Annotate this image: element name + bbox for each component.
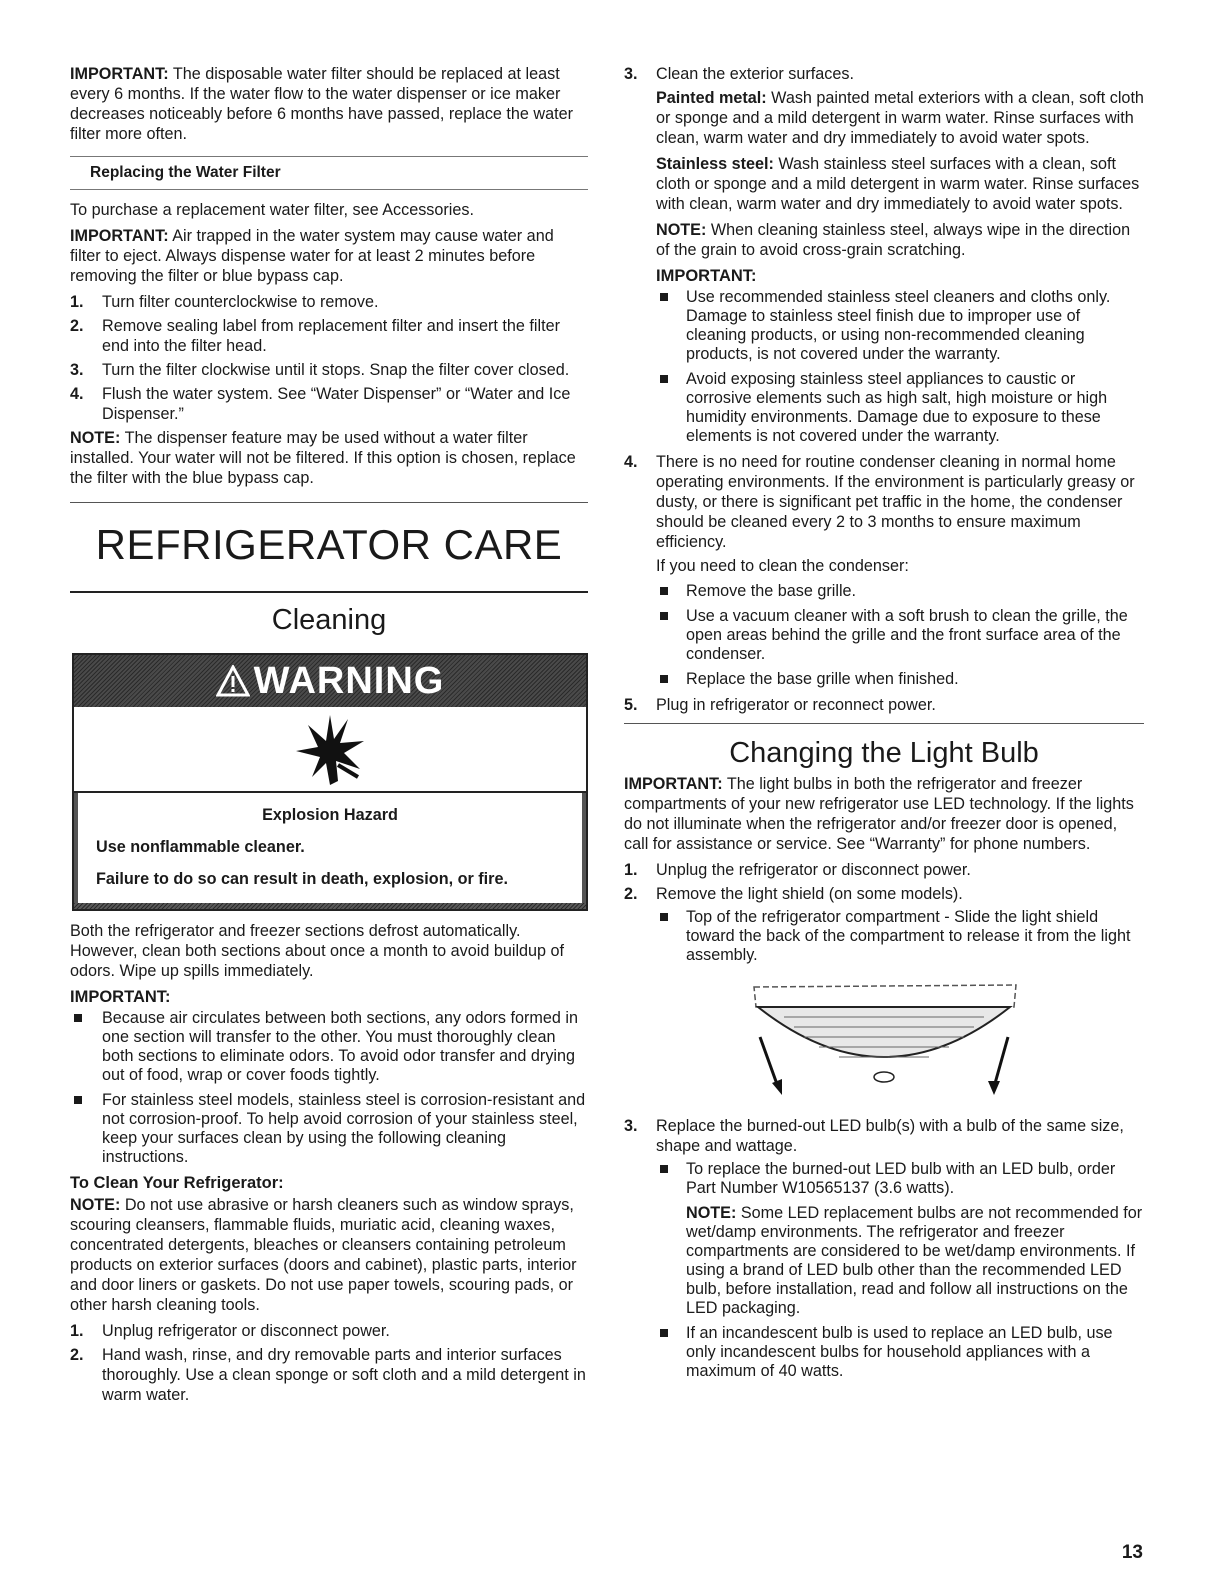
shield-details xyxy=(656,908,1144,965)
clean-step-5 xyxy=(624,695,1144,715)
to-clean-heading: To Clean Your Refrigerator: xyxy=(70,1174,284,1192)
defrost-paragraph: Both the refrigerator and freezer sections defrost automatically. However, clean both sections about once a month to avoid buildup of odors. Wipe up spills immediately. xyxy=(70,922,565,980)
list-item: 2. Hand wash, rinse, and dry removable parts and interior surfaces thoroughly. Use a clean sponge or soft cloth and a mild detergent in warm water. xyxy=(70,1346,586,1404)
warning-header: WARNING xyxy=(74,655,586,707)
important-heading: IMPORTANT: xyxy=(70,988,171,1006)
purchase-paragraph: To purchase a replacement water filter, see Accessories. xyxy=(70,201,474,219)
warning-footer-band xyxy=(74,903,586,909)
important-heading: IMPORTANT: xyxy=(656,267,757,285)
divider xyxy=(70,502,588,503)
stainless-bullets xyxy=(656,288,1144,446)
light-shield-icon xyxy=(744,977,1024,1097)
cleaning-title: Cleaning xyxy=(271,604,387,636)
list-item: Use recommended stainless steel cleaners and cloths only. Damage to stainless steel finish due to improper use of cleaning products, or using non-recommended cleaning products, is not covered under the warranty. xyxy=(656,288,1144,364)
replacing-filter-heading: Replacing the Water Filter xyxy=(70,156,588,190)
warning-line: Failure to do so can result in death, explosion, or fire. xyxy=(96,870,508,888)
clean-note-paragraph: NOTE: Do not use abrasive or harsh cleaners such as window sprays, scouring cleansers, flammable fluids, muriatic acid, cleaning waxes, concentrated detergents, bleaches or cleansers containing petroleum products on exterior surfaces (doors and cabinet), plastic parts, interior and door liners or gaskets. Do not use paper towels, scouring pads, or other harsh cleaning tools. xyxy=(70,1196,577,1314)
list-item: 5. Plug in refrigerator or reconnect power. xyxy=(624,696,936,714)
shield-bullets xyxy=(656,908,1144,965)
list-item: Avoid exposing stainless steel appliances to caustic or corrosive elements such as high salt, high moisture or high humidity environments. Damage due to exposure to these elements is not covered under the warranty. xyxy=(656,370,1144,446)
stainless-steel-paragraph: Stainless steel: Wash stainless steel surfaces with a clean, soft cloth or sponge and a mild detergent in warm water. Rinse surfaces with clean, warm water and dry immediately to avoid water spots. xyxy=(656,155,1140,213)
list-item: Because air circulates between both sections, any odors formed in one section will transfer to the other. You must thoroughly clean both sections to eliminate odors. To avoid odor transfer and drying out of food, wrap or cover foods tightly. xyxy=(70,1009,588,1085)
warning-text xyxy=(74,793,586,903)
list-item: 1. Unplug the refrigerator or disconnect power. xyxy=(624,861,971,879)
explosion-icon xyxy=(290,711,370,787)
stainless-note-paragraph: NOTE: When cleaning stainless steel, always wipe in the direction of the grain to avoid cross-grain scratching. xyxy=(656,221,1131,259)
list-item: Remove the base grille. xyxy=(656,582,1144,601)
list-item: 4. There is no need for routine condenser cleaning in normal home operating environments. If the environment is particularly greasy or dusty, or there is significant pet traffic in the home, the condenser should be cleaned every 2 to 3 months to ensure maximum efficiency. xyxy=(624,453,1135,551)
divider xyxy=(624,723,1144,724)
important-bullets xyxy=(70,1009,588,1167)
list-item: 1. Turn filter counterclockwise to remove. xyxy=(70,293,379,311)
led-bullets xyxy=(656,1160,1144,1381)
filter-important-paragraph: IMPORTANT: The disposable water filter should be replaced at least every 6 months. If the water flow to the water dispenser or ice maker decreases noticeably before 6 months have passed, replace the water filter more often. xyxy=(70,65,574,143)
bulb-steps-list xyxy=(624,860,1144,904)
air-important-paragraph: IMPORTANT: Air trapped in the water system may cause water and filter to eject. Always dispense water for at least 2 minutes before removing the filter or blue bypass cap. xyxy=(70,227,554,285)
list-item: For stainless steel models, stainless steel is corrosion-resistant and not corrosion-proof. To help avoid corrosion of your stainless steel, keep your surfaces clean by using the following cleaning instructions. xyxy=(70,1091,588,1167)
clean-step-3 xyxy=(624,64,1144,84)
divider xyxy=(70,591,588,593)
list-item: 3. Clean the exterior surfaces. xyxy=(624,65,854,83)
list-item: 3. Replace the burned-out LED bulb(s) with a bulb of the same size, shape and wattage. xyxy=(624,1117,1124,1155)
condenser-intro: If you need to clean the condenser: xyxy=(656,557,909,575)
list-item: Use a vacuum cleaner with a soft brush to clean the grille, the open areas behind the grille and the front surface area of the condenser. xyxy=(656,607,1144,664)
led-note-paragraph: NOTE: Some LED replacement bulbs are not recommended for wet/damp environments. The refrigerator and freezer compartments are considered to be wet/damp environments. If using a brand of LED bulb other than the recommended LED bulb, before installation, read and follow all instructions on the LED packaging. xyxy=(686,1204,1143,1317)
clean-steps-list xyxy=(70,1321,588,1405)
condenser-details xyxy=(656,556,1144,689)
list-item: 2. Remove sealing label from replacement filter and insert the filter end into the filter head. xyxy=(70,317,560,355)
warning-line: Use nonflammable cleaner. xyxy=(96,838,305,856)
list-item: 1. Unplug refrigerator or disconnect power. xyxy=(70,1322,390,1340)
clean-step-4 xyxy=(624,452,1144,552)
list-item: Top of the refrigerator compartment - Slide the light shield toward the back of the compartment to release it from the light assembly. xyxy=(656,908,1144,965)
list-item: 3. Turn the filter clockwise until it stops. Snap the filter cover closed. xyxy=(70,361,570,379)
light-shield-illustration xyxy=(744,977,1144,1102)
bulb-important-paragraph: IMPORTANT: The light bulbs in both the refrigerator and freezer compartments of your new refrigerator use LED technology. If the lights do not illuminate when the refrigerator and/or freezer door is opened, call for assistance or service. See “Warranty” for phone numbers. xyxy=(624,775,1134,853)
list-item: Replace the base grille when finished. xyxy=(656,670,1144,689)
painted-metal-paragraph: Painted metal: Wash painted metal exteriors with a clean, soft cloth or sponge and a mild detergent in warm water. Rinse surfaces with clean, warm water and dry immediately to avoid water spots. xyxy=(656,89,1144,147)
list-item: 4. Flush the water system. See “Water Dispenser” or “Water and Ice Dispenser.” xyxy=(70,385,571,423)
filter-steps-list xyxy=(70,292,588,424)
filter-note-paragraph: NOTE: The dispenser feature may be used without a water filter installed. Your water will not be filtered. If this option is chosen, replace the filter with the blue bypass cap. xyxy=(70,429,576,487)
led-details xyxy=(656,1160,1144,1381)
left-column xyxy=(70,64,588,1409)
hazard-title: Explosion Hazard xyxy=(262,806,398,824)
list-item: To replace the burned-out LED bulb with an LED bulb, order Part Number W10565137 (3.6 watts). NOTE: Some LED replacement bulbs are not recommended for wet/damp environments. The refrigerator and freezer compartments are considered to be wet/damp environments. If using a brand of LED bulb other than the recommended LED bulb, before installation, read and follow all instructions on the LED packaging. xyxy=(656,1160,1144,1318)
explosion-icon-area xyxy=(74,707,586,793)
list-item: If an incandescent bulb is used to replace an LED bulb, use only incandescent bulbs for household appliances with a maximum of 40 watts. xyxy=(656,1324,1144,1381)
page-title: REFRIGERATOR CARE xyxy=(95,521,563,568)
bulb-step-3 xyxy=(624,1116,1144,1156)
warning-box xyxy=(72,653,588,911)
alert-triangle-icon xyxy=(216,665,250,697)
list-item: 2. Remove the light shield (on some models). xyxy=(624,885,963,903)
condenser-bullets xyxy=(656,582,1144,689)
step3-details xyxy=(656,88,1144,446)
light-bulb-title: Changing the Light Bulb xyxy=(729,737,1039,769)
page-number: 13 xyxy=(1121,1542,1143,1563)
right-column xyxy=(624,64,1144,1387)
